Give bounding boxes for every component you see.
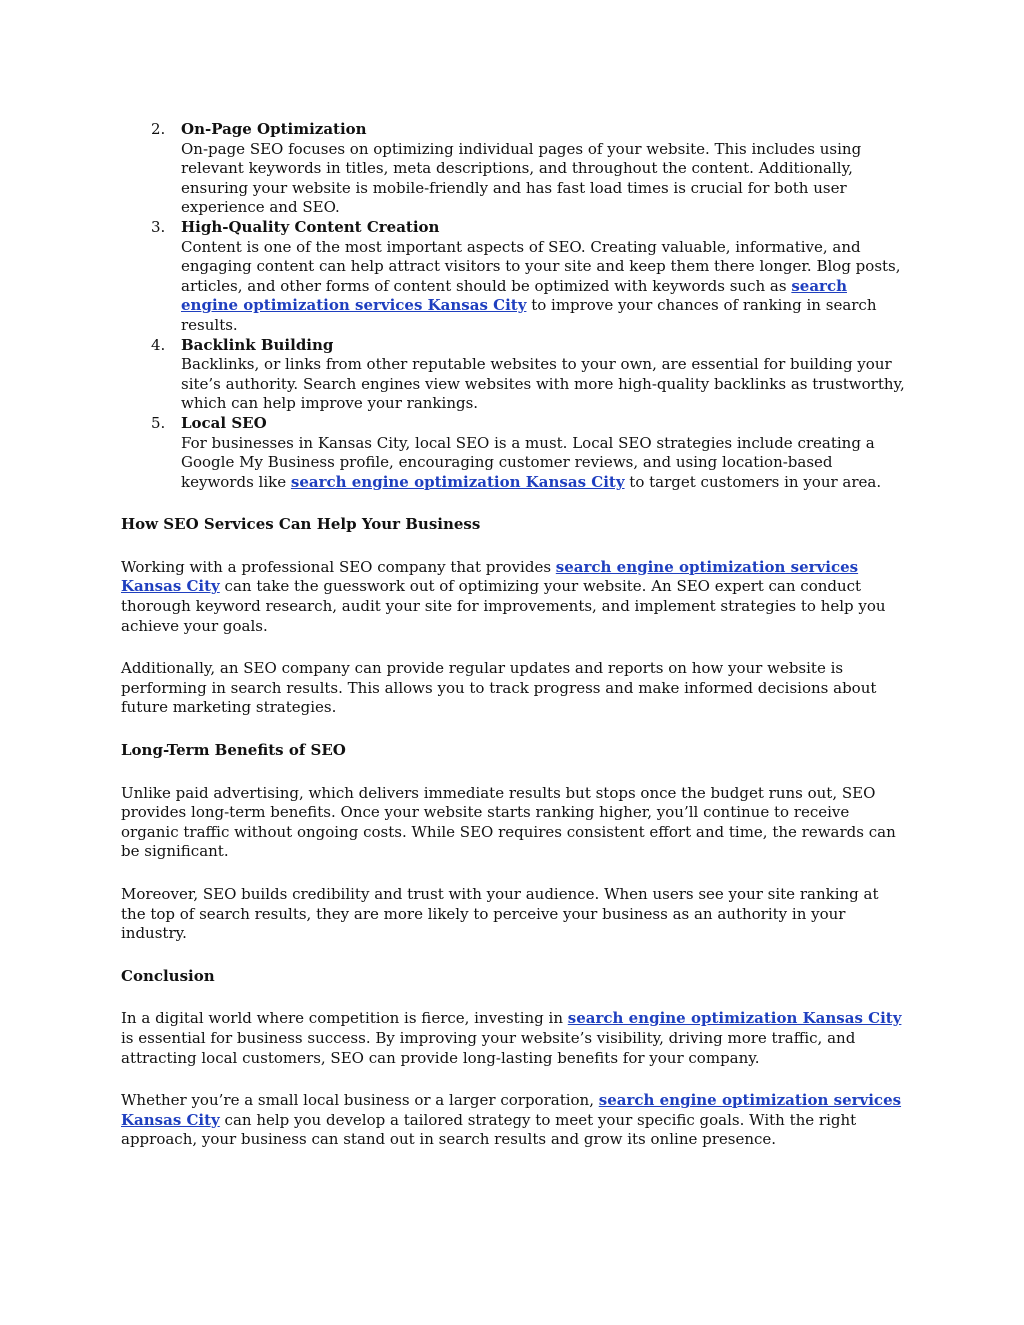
- document-page: [121, 120, 906, 1150]
- list-item-title: Local SEO: [181, 413, 267, 432]
- paragraph: Unlike paid advertising, which delivers immediate results but stops once the budget runs out, SEO provides long-term benefits. Once your website starts ranking higher, you’ll continue to receive organic traffic without ongoing costs. While SEO requires consistent effort and time, the rewards can be significant.: [121, 783, 896, 861]
- list-item-title: On-Page Optimization: [181, 120, 367, 138]
- section-heading-long-term: Long-Term Benefits of SEO: [121, 741, 346, 760]
- body-text: can help you develop a tailored strategy to meet your specific goals. With the right approach, your business can stand out in search results and grow its online presence.: [121, 1110, 857, 1149]
- seo-services-link[interactable]: search engine optimization services Kansas City: [121, 557, 859, 596]
- list-item: [121, 120, 906, 218]
- list-item: [121, 218, 906, 336]
- body-text: to target customers in your area.: [624, 472, 882, 491]
- body-text: can take the guesswork out of optimizing your website. An SEO expert can conduct thorough keyword research, audit your site for improvements, and implement strategies to help you achieve your goals.: [121, 577, 886, 635]
- body-text: Content is one of the most important aspects of SEO. Creating valuable, informative, and engaging content can help attract visitors to your site and keep them there longer. Blog posts, articles, and other forms of content should be optimized with keywords such as: [181, 237, 901, 295]
- paragraph: [121, 1091, 906, 1150]
- list-item-title: Backlink Building: [181, 335, 334, 354]
- seo-kansas-city-link[interactable]: search engine optimization Kansas City: [290, 472, 625, 491]
- list-number: 4.: [151, 335, 166, 354]
- seo-kansas-city-link[interactable]: search engine optimization Kansas City: [567, 1009, 902, 1028]
- list-item: [121, 414, 906, 492]
- paragraph: Additionally, an SEO company can provide regular updates and reports on how your website is performing in search results. This allows you to track progress and make informed decisions about future marketing strategies.: [121, 659, 877, 717]
- list-item-body: Backlinks, or links from other reputable websites to your own, are essential for building your site’s authority. Search engines view websites with more high-quality backlinks as trustworthy, which can help improve your rankings.: [181, 355, 905, 413]
- list-item-body: [181, 434, 906, 493]
- body-text: is essential for business success. By improving your website’s visibility, driving more traffic, and attracting local customers, SEO can provide long-lasting benefits for your company.: [121, 1028, 856, 1067]
- body-text: Working with a professional SEO company that provides: [121, 557, 556, 576]
- section-heading-how: How SEO Services Can Help Your Business: [121, 515, 481, 534]
- list-item: [121, 336, 906, 414]
- paragraph: Moreover, SEO builds credibility and trust with your audience. When users see your site ranking at the top of search results, they are more likely to perceive your business as an authority in your industry.: [121, 885, 879, 943]
- list-number: 5.: [151, 413, 166, 432]
- section-heading-conclusion: Conclusion: [121, 966, 215, 985]
- paragraph: [121, 558, 906, 636]
- seo-services-link[interactable]: search engine optimization services Kansas City: [181, 276, 847, 315]
- numbered-list: [121, 120, 906, 492]
- body-text: In a digital world where competition is fierce, investing in: [121, 1009, 568, 1028]
- list-item-body: [181, 238, 906, 336]
- list-item-title: High-Quality Content Creation: [181, 217, 440, 236]
- seo-services-link[interactable]: search engine optimization services Kansas City: [121, 1091, 902, 1129]
- body-text: Whether you’re a small local business or a larger corporation,: [121, 1091, 599, 1110]
- body-text: For businesses in Kansas City, local SEO is a must. Local SEO strategies include creating a Google My Business profile, encouraging customer reviews, and using location-based keywords like: [181, 433, 875, 491]
- paragraph: [121, 1009, 906, 1068]
- body-text: to improve your chances of ranking in search results.: [181, 296, 877, 334]
- list-item-body: On-page SEO focuses on optimizing individual pages of your website. This includes using relevant keywords in titles, meta descriptions, and throughout the content. Additionally, ensuring your website is mobile-friendly and has fast load times is crucial for both user experience and SEO.: [181, 139, 862, 217]
- list-number: 3.: [151, 217, 166, 236]
- list-number: 2.: [151, 120, 166, 138]
